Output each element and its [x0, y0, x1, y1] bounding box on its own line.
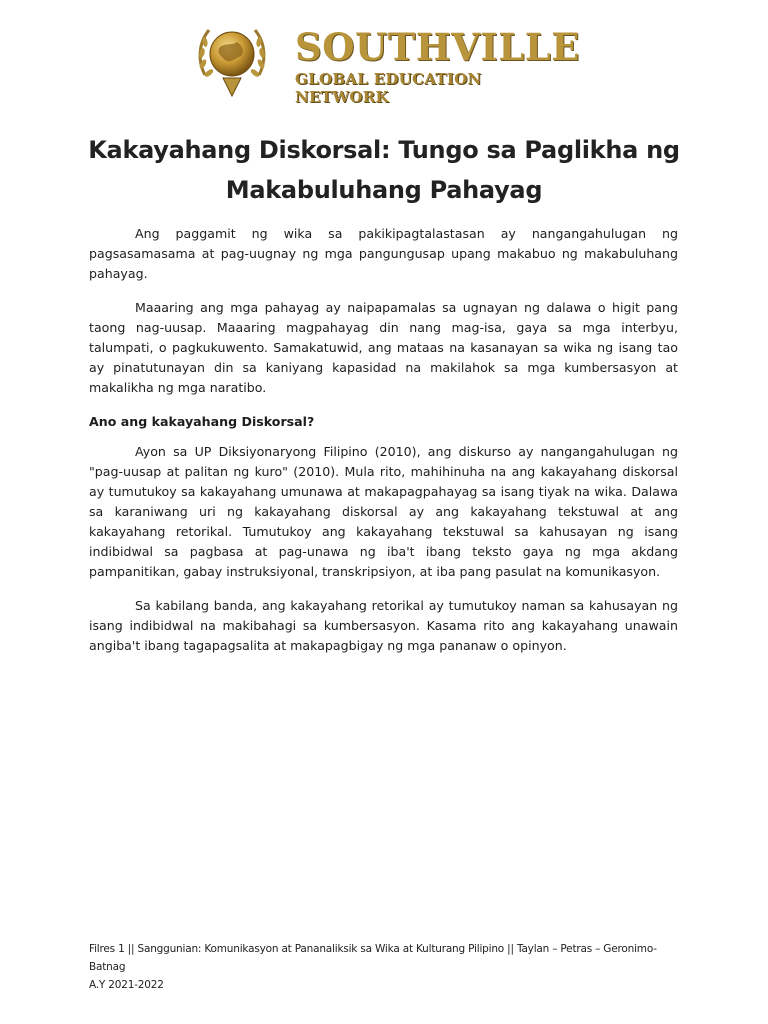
section-paragraph-2: Sa kabilang banda, ang kakayahang retorikal ay tumutukoy naman sa kahusayan ng isang indibidwal na makibahagi sa kumbersasyon. Kasama rito ang kakayahang unawain angiba't ibang tagapagsalita at makapagbigay ng mga pananaw o opinyon. [89, 598, 678, 653]
header [195, 20, 580, 106]
brand-subtitle: GLOBAL EDUCATION NETWORK [295, 70, 482, 106]
footer-reference: Filres 1 || Sanggunian: Komunikasyon at Pananaliksik sa Wika at Kulturang Pilipino || Taylan – Petras – Geronimo- Batnag [89, 943, 657, 973]
school-emblem-icon [195, 20, 269, 100]
brand-name: SOUTHVILLE [295, 25, 580, 69]
intro-paragraph-1: Ang paggamit ng wika sa pakikipagtalastasan ay nangangahulugan ng pagsasamasama at pag-uugnay ng mga pangungusap upang makabuo ng makabuluhang pahayag. [89, 226, 678, 281]
document-body [89, 224, 678, 670]
section-heading: Ano ang kakayahang Diskorsal? [89, 414, 315, 429]
footer-school-year: A.Y 2021-2022 [89, 979, 164, 991]
document-title: Kakayahang Diskorsal: Tungo sa Paglikha ng Makabuluhang Pahayag [88, 136, 680, 204]
section-paragraph-1: Ayon sa UP Diksiyonaryong Filipino (2010), ang diskurso ay nangangahulugan ng "pag-uusap at palitan ng kuro" (2010). Mula rito, mahihinuha na ang kakayahang diskorsal ay tumutukoy sa kakayahang umunawa at makapagpahayag sa isang tiyak na wika. Dalawa sa karaniwang uri ng kakayahang diskorsal ay ang kakayahang tekstuwal at ang kakayahang retorikal. Tumutukoy ang kakayahang tekstuwal sa kahusayan ng isang indibidwal sa pagbasa at pag-unawa ng iba't ibang teksto gaya ng mga akdang pampanitikan, gabay instruksiyonal, transkripsiyon, at iba pang pasulat na komunikasyon. [89, 444, 678, 579]
page-footer [89, 940, 689, 994]
brand [295, 25, 580, 106]
intro-paragraph-2: Maaaring ang mga pahayag ay naipapamalas sa ugnayan ng dalawa o higit pang taong nag-uusap. Maaaring magpahayag din nang mag-isa, gaya sa mga interbyu, talumpati, o pagkukuwento. Samakatuwid, ang mataas na kasanayan sa wika ng isang tao ay pinatutunayan din sa kaniyang kapasidad na makilahok sa mga kumbersasyon at makalikha ng mga naratibo. [89, 300, 678, 395]
